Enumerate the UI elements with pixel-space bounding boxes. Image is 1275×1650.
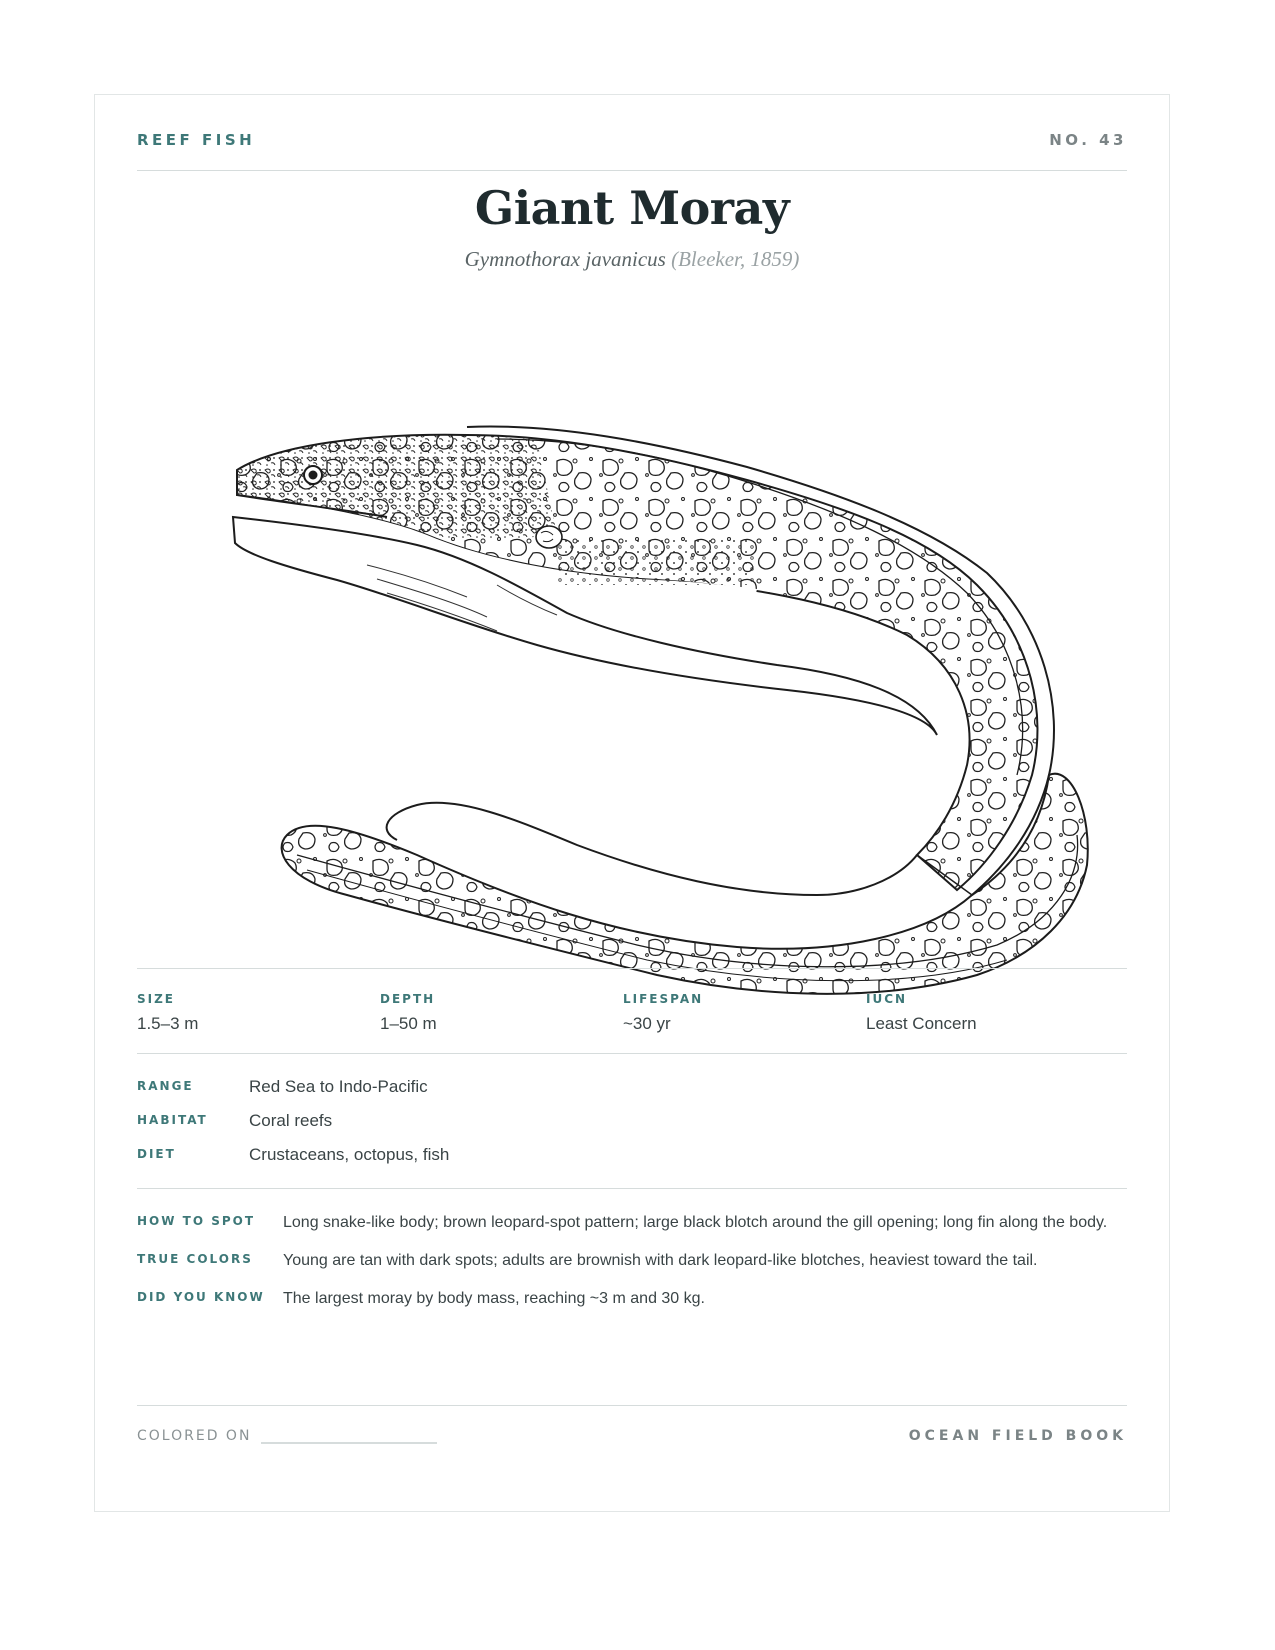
facts-bottom-divider	[137, 1188, 1127, 1189]
fact-label: RANGE	[137, 1079, 194, 1093]
facts-list	[137, 1077, 1127, 1179]
note-how-to-spot	[137, 1211, 1127, 1235]
stat-size	[137, 992, 377, 1034]
stat-label: IUCN	[866, 992, 908, 1006]
fact-value: Crustaceans, octopus, fish	[249, 1145, 450, 1164]
stat-value: 1.5–3 m	[137, 1014, 199, 1033]
stat-value: ~30 yr	[623, 1014, 671, 1033]
fact-range	[137, 1077, 1127, 1111]
moray-illustration	[137, 335, 1129, 1025]
note-text: Young are tan with dark spots; adults are brownish with dark leopard-like blotches, heaviest toward the tail.	[283, 1252, 1038, 1269]
fact-label: DIET	[137, 1147, 176, 1161]
fact-habitat	[137, 1111, 1127, 1145]
category-label: REEF FISH	[137, 131, 256, 149]
note-text: Long snake-like body; brown leopard-spot pattern; large black blotch around the gill opening; long fin along the body.	[283, 1214, 1108, 1231]
fact-diet	[137, 1145, 1127, 1179]
scientific-name-line	[137, 247, 1127, 272]
stat-label: LIFESPAN	[623, 992, 704, 1006]
card-number: NO. 43	[1049, 131, 1127, 149]
brand-label: OCEAN FIELD BOOK	[908, 1428, 1127, 1444]
scientific-name: Gymnothorax javanicus	[464, 247, 666, 271]
stat-value: 1–50 m	[380, 1014, 437, 1033]
fact-value: Red Sea to Indo-Pacific	[249, 1077, 428, 1096]
page-title: Giant Moray	[474, 181, 790, 235]
card-content	[137, 95, 1127, 1511]
fact-value: Coral reefs	[249, 1111, 333, 1130]
note-true-colors	[137, 1249, 1127, 1273]
card-footer	[137, 1428, 1127, 1448]
header-divider	[137, 170, 1127, 171]
stats-row	[137, 992, 1127, 1052]
colored-on-blank-line	[261, 1442, 437, 1444]
field-card	[94, 94, 1170, 1512]
footer-divider	[137, 1405, 1127, 1406]
stat-label: DEPTH	[380, 992, 436, 1006]
note-label: TRUE COLORS	[137, 1252, 253, 1266]
scientific-author: (Bleeker, 1859)	[671, 247, 800, 271]
stat-lifespan	[623, 992, 863, 1034]
note-did-you-know	[137, 1287, 1127, 1311]
stats-bottom-divider	[137, 1053, 1127, 1054]
stat-value: Least Concern	[866, 1014, 977, 1033]
stat-label: SIZE	[137, 992, 176, 1006]
stat-iucn	[866, 992, 1106, 1034]
colored-on-label: COLORED ON	[137, 1428, 252, 1444]
notes-list	[137, 1211, 1127, 1325]
note-label: HOW TO SPOT	[137, 1214, 256, 1228]
card-header	[137, 131, 1127, 151]
note-text: The largest moray by body mass, reaching ~3 m and 30 kg.	[283, 1290, 705, 1307]
fact-label: HABITAT	[137, 1113, 208, 1127]
stat-depth	[380, 992, 620, 1034]
stats-top-divider	[137, 968, 1127, 969]
note-label: DID YOU KNOW	[137, 1290, 265, 1304]
